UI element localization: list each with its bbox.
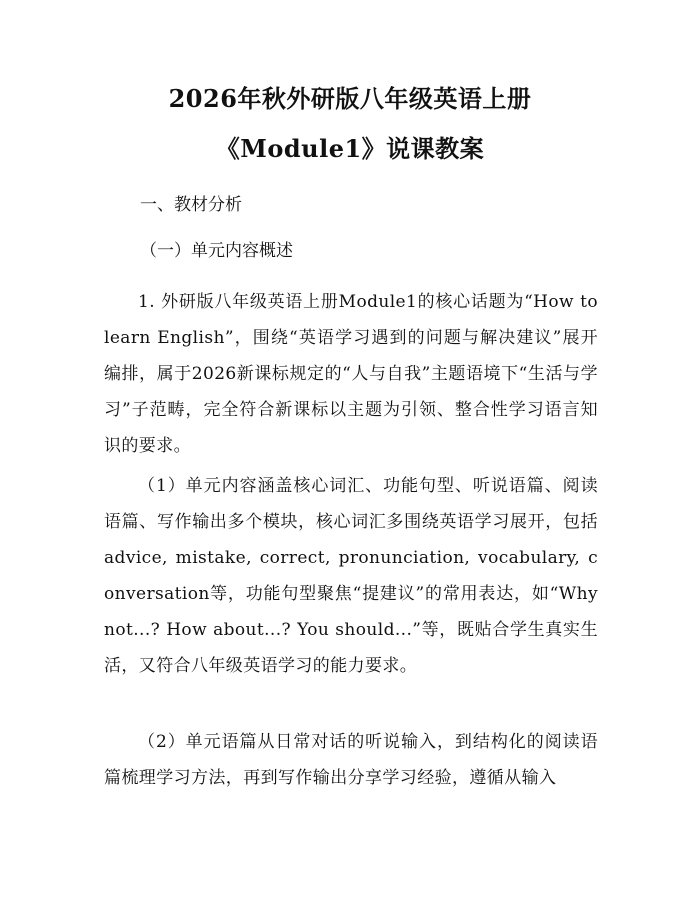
section-heading: 一、教材分析 [140, 195, 242, 215]
paragraph-2: （1）单元内容涵盖核心词汇、功能句型、听说语篇、阅读语篇、写作输出多个模块，核心词汇多围绕英语学习展开，包括advice, mistake, correct, pronunciation, vocabulary, conversation等，功能句型聚焦“提建议”的常用表达，如“Why not...? How about...? You should...”等，既贴合学生真实生活，又符合八年级英语学习的能力要求。 [104, 476, 598, 676]
document-title-line-2: 《Module1》说课教案 [215, 134, 485, 163]
paragraph-3: （2）单元语篇从日常对话的听说输入，到结构化的阅读语篇梳理学习方法，再到写作输出分享学习经验，遵循从输入 [104, 732, 598, 788]
document-title-line-1: 2026年秋外研版八年级英语上册 [168, 84, 532, 113]
paragraph-1: 1. 外研版八年级英语上册Module1的核心话题为“How to learn English”，围绕“英语学习遇到的问题与解决建议”展开编排，属于2026新课标规定的“人与自我”主题语境下“生活与学习”子范畴，完全符合新课标以主题为引领、整合性学习语言知识的要求。 [104, 292, 598, 456]
subsection-heading: （一）单元内容概述 [140, 241, 293, 261]
